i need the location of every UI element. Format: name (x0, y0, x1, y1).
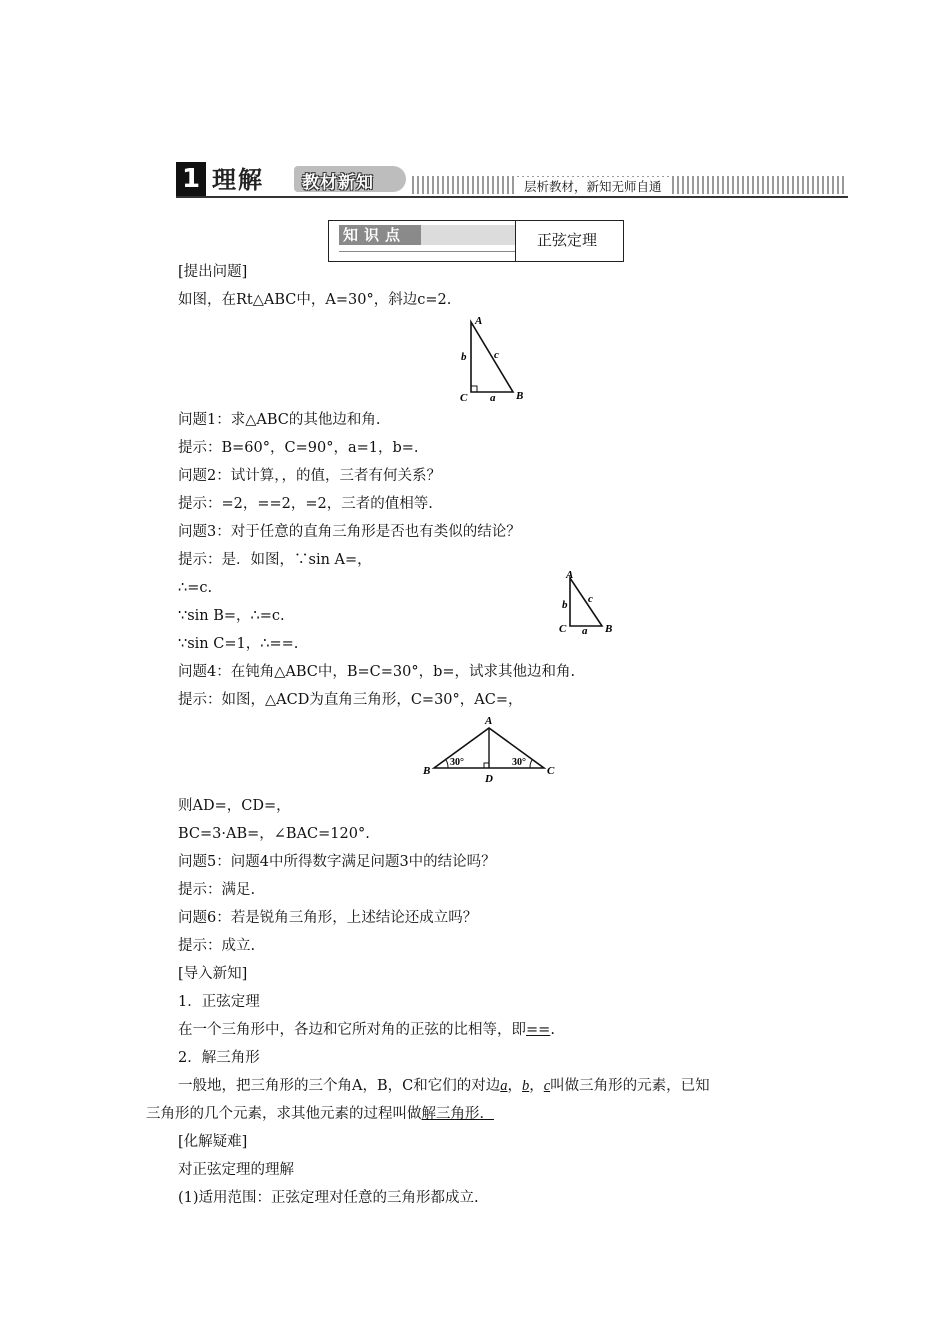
figure-right-triangle-1 (456, 312, 536, 404)
side-c: c (543, 1078, 551, 1094)
hint-1: 提示：B=60°，C=90°，a=1，b=. (178, 440, 419, 456)
hint-3c: ∵sin B=，∴=c. (178, 608, 285, 624)
side-b: b (521, 1078, 530, 1094)
figure-right-triangle-2 (556, 568, 622, 638)
figure-obtuse-triangle (420, 712, 560, 786)
section-banner (176, 158, 848, 198)
sine-law-end: . (550, 1022, 555, 1038)
difficulty-title: 对正弦定理的理解 (178, 1162, 294, 1178)
question-2: 问题2：试计算，，的值，三者有何关系？ (178, 468, 441, 484)
question-3: 问题3：对于任意的直角三角形是否也有类似的结论？ (178, 524, 521, 540)
section-heading-difficulties: [化解疑难] (178, 1134, 248, 1150)
fig3-label-D: D (485, 773, 493, 785)
solve-text-pre: 一般地，把三角形的三个角A，B，C和它们的对边 (178, 1078, 501, 1094)
section-tab-label: 教材新知 (302, 173, 374, 193)
fig3-label-B: B (423, 765, 431, 777)
sine-law-text: 在一个三角形中，各边和它所对角的正弦的比相等，即 (178, 1022, 526, 1038)
knowledge-divider (515, 221, 516, 261)
question-5: 问题5：问题4中所得数字满足问题3中的结论吗？ (178, 854, 496, 870)
fig3-angle-B: 30° (450, 757, 464, 768)
sine-law-statement (178, 1020, 555, 1040)
section-number: 1 (176, 162, 206, 196)
knowledge-badge-label: 知识点 (343, 226, 407, 244)
fig2-label-b: b (562, 599, 568, 611)
fig1-label-B: B (516, 390, 524, 402)
section-heading-new-knowledge: [导入新知] (178, 966, 248, 982)
intro-text: 如图，在Rt△ABC中，A=30°，斜边c=2. (178, 292, 452, 308)
fig1-label-b: b (461, 351, 467, 363)
fig3-label-C: C (547, 765, 555, 777)
hint-4: 提示：如图，△ACD为直角三角形，C=30°，AC=， (178, 692, 523, 708)
hint-3a: 提示：是．如图，∵sin A=， (178, 552, 372, 568)
question-1: 问题1：求△ABC的其他边和角. (178, 412, 381, 428)
knowledge-badge-underline (339, 251, 515, 252)
section-heading-questions: [提出问题] (178, 264, 248, 280)
hint-3b: ∴=c. (178, 580, 213, 596)
item-1-heading: 1．正弦定理 (178, 994, 260, 1010)
hint-6: 提示：成立. (178, 938, 256, 954)
solve-text-2: 三角形的几个元素，求其他元素的过程叫做 (146, 1106, 422, 1122)
banner-tagline: 层析教材，新知无师自通 (516, 177, 670, 195)
item-2-heading: 2．解三角形 (178, 1050, 260, 1066)
side-a: a (500, 1078, 508, 1094)
fig1-label-a: a (490, 392, 496, 404)
fig1-label-C: C (460, 392, 468, 404)
hint-2: 提示：=2，==2，=2，三者的值相等. (178, 496, 433, 512)
difficulty-point-1: (1)适用范围：正弦定理对任意的三角形都成立. (178, 1190, 479, 1206)
fig3-label-A: A (485, 715, 493, 727)
solve-text-post: 叫做三角形的元素，已知 (550, 1078, 710, 1094)
knowledge-point-box (328, 220, 624, 262)
solve-triangle-line-1: 一般地，把三角形的三个角A，B，C和它们的对边a，b，c叫做三角形的元素，已知 (178, 1078, 710, 1094)
solve-triangle-term: 解三角形． (421, 1106, 494, 1122)
hint-4c: BC=3·AB=，∠BAC=120°. (178, 826, 370, 842)
fig1-label-c: c (494, 349, 499, 361)
question-6: 问题6：若是锐角三角形，上述结论还成立吗？ (178, 910, 478, 926)
fig2-label-c: c (588, 593, 593, 605)
section-title: 理解 (212, 166, 264, 194)
fig2-label-a: a (582, 625, 588, 637)
fig1-label-A: A (475, 315, 483, 327)
hint-5: 提示：满足. (178, 882, 256, 898)
banner-underline (176, 196, 848, 198)
sine-law-formula: == (526, 1022, 551, 1038)
fig2-label-A: A (566, 569, 574, 581)
solve-triangle-line-2 (146, 1104, 494, 1124)
hint-3d: ∵sin C=1，∴==. (178, 636, 299, 652)
question-4: 问题4：在钝角△ABC中，B=C=30°，b=，试求其他边和角. (178, 664, 576, 680)
hint-4b: 则AD=，CD=， (178, 798, 291, 814)
fig2-label-C: C (559, 623, 567, 635)
knowledge-title: 正弦定理 (537, 231, 598, 249)
fig2-label-B: B (605, 623, 613, 635)
fig3-angle-C: 30° (512, 757, 526, 768)
